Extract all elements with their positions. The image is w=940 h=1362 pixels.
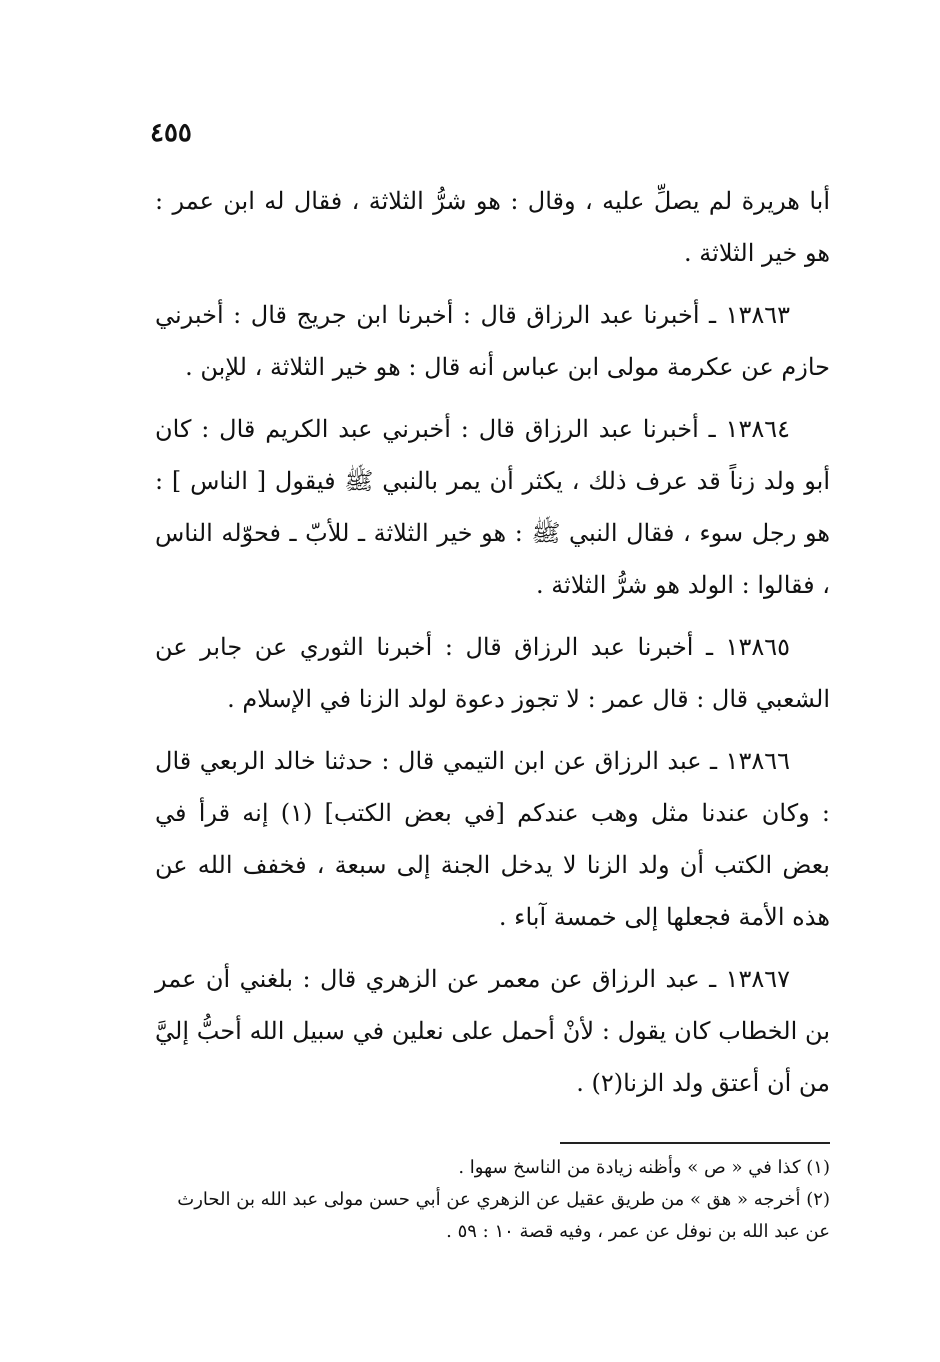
page-number: ٤٥٥ [150, 118, 192, 148]
paragraph-continuation: أبا هريرة لم يصلِّ عليه ، وقال : هو شرُّ الثلاثة ، فقال له ابن عمر : هو خير الثلاثة . [155, 187, 830, 267]
footnote-divider [560, 1142, 830, 1144]
footnote-2: (٢) أخرجه « هق » من طريق عقيل عن الزهري عن أبي حسن مولى عبد الله بن الحارث عن عبد الله بن نوفل عن عمر ، وفيه قصة ١٠ : ٥٩ . [177, 1189, 830, 1242]
main-text [155, 175, 830, 1119]
footnotes [155, 1152, 830, 1248]
hadith-13867: ١٣٨٦٧ ـ عبد الرزاق عن معمر عن الزهري قال : بلغني أن عمر بن الخطاب كان يقول : لأنْ أحمل على نعلين في سبيل الله أحبُّ إليَّ من أن أعتق ولد الزنا(٢) . [155, 965, 830, 1097]
footnote-1: (١) كذا في « ص » وأظنه زيادة من الناسخ سهوا . [458, 1157, 830, 1178]
hadith-13866: ١٣٨٦٦ ـ عبد الرزاق عن ابن التيمي قال : حدثنا خالد الربعي قال : وكان عندنا مثل وهب عندكم [في بعض الكتب] (١) إنه قرأ في بعض الكتب أن ولد الزنا لا يدخل الجنة إلى سبعة ، فخفف الله عن هذه الأمة فجعلها إلى خمسة آباء . [155, 747, 831, 931]
hadith-13863: ١٣٨٦٣ ـ أخبرنا عبد الرزاق قال : أخبرنا ابن جريج قال : أخبرني حازم عن عكرمة مولى ابن عباس أنه قال : هو خير الثلاثة ، للإبن . [155, 301, 830, 381]
hadith-13864: ١٣٨٦٤ ـ أخبرنا عبد الرزاق قال : أخبرني عبد الكريم قال : كان أبو ولد زناً قد عرف ذلك ، يكثر أن يمر بالنبي ﷺ فيقول [ الناس ] : هو رجل سوء ، فقال النبي ﷺ : هو خير الثلاثة ـ للأبّ ـ فحوّله الناس ، فقالوا : الولد هو شرُّ الثلاثة . [155, 415, 830, 599]
hadith-13865: ١٣٨٦٥ ـ أخبرنا عبد الرزاق قال : أخبرنا الثوري عن جابر عن الشعبي قال : قال عمر : لا تجوز دعوة لولد الزنا في الإسلام . [155, 633, 830, 713]
